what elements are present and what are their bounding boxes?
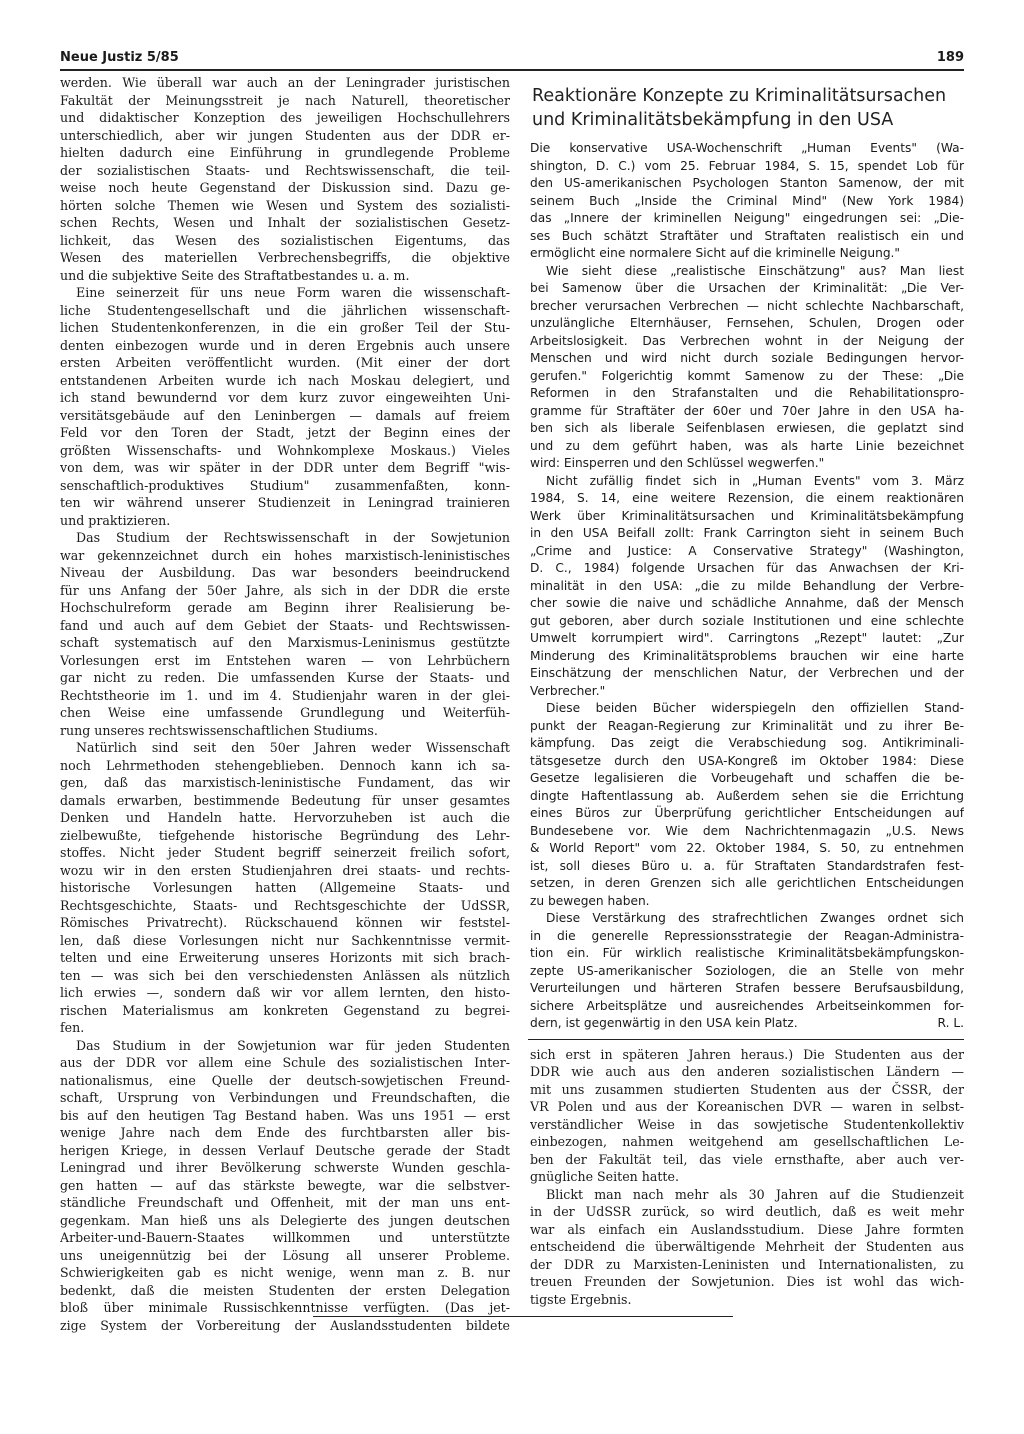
- text-line: unzulängliche Elternhäuser, Fernsehen, Schulen, Drogen oder: [530, 316, 964, 330]
- text-line: bloß über minimale Russischkenntnisse verfügten. (Das jet-: [60, 1300, 510, 1315]
- text-line: & World Report" vom 22. Oktober 1984, S. 50, zu entnehmen: [530, 841, 964, 855]
- text-line: Gesetze legalisieren die Vorbeugehaft und schaffen die be-: [530, 771, 964, 785]
- text-line: brecher verursachen Verbrechen — nicht schlechte Nachbarschaft,: [530, 298, 964, 313]
- text-line: rung unseres rechtswissenschaftlichen Studiums.: [60, 722, 378, 738]
- text-line: len, daß diese Vorlesungen nicht nur Sachkenntnisse vermit-: [60, 932, 510, 948]
- text-line: den US-amerikanischen Psychologen Stanton Samenow, der mit: [530, 176, 964, 190]
- text-line: minalität in den USA: „die zu milde Behandlung der Verbre-: [530, 578, 964, 593]
- right-column: [530, 74, 964, 1308]
- text-line: uns uneigennützig bei der Lösung all unserer Probleme.: [60, 1247, 510, 1263]
- text-line: treuen Freunden der Sowjetunion. Dies ist wohl das wich-: [530, 1274, 964, 1289]
- text-line: ben der Fakultät teil, das viele ernsthafte, aber auch ver-: [530, 1151, 964, 1167]
- text-line: ist, soll dieses Büro u. a. für Straftaten Standardstrafen fest-: [530, 858, 964, 873]
- text-line: zige System der Vorbereitung der Auslandsstudenten bildete: [60, 1317, 510, 1333]
- text-line: ses Buch schätzt Straftäter und Straftaten realistisch ein und: [530, 228, 964, 243]
- text-line: Diese Verstärkung des strafrechtlichen Zwanges ordnet sich: [546, 911, 964, 925]
- text-line: chen Weise eine umfassende Grundlegung und Weiterfüh-: [60, 705, 510, 720]
- text-line: aus der DDR vor allem eine Schule des sozialistischen Inter-: [60, 1055, 510, 1070]
- text-line: gerufen." Folgerichtig kommt Samenow zu der These: „Die: [530, 368, 964, 383]
- text-line: zielbewußte, tiefgehende historische Begründung des Lehr-: [60, 827, 510, 843]
- text-line: Das Studium in der Sowjetunion war für jeden Studenten: [76, 1037, 510, 1053]
- text-line: gnügliche Seiten hatte.: [530, 1169, 679, 1184]
- sidebar-box: [530, 84, 964, 1040]
- text-line: versitätsgebäude auf den Leninbergen — damals auf freiem: [60, 407, 510, 423]
- text-line: rischen Materialismus am konkreten Gegenstand zu begrei-: [60, 1002, 510, 1018]
- text-line: sichere Arbeitsplätze und ausreichendes Arbeitseinkommen for-: [530, 998, 964, 1013]
- text-line: Arbeiter-und-Bauern-Staates willkommen und unterstützte: [60, 1230, 510, 1245]
- text-line: senschaftlich-produktives Studium" zusammenfaßten, konn-: [60, 477, 510, 493]
- text-line: in die generelle Repressionsstrategie der Reagan-Administra-: [530, 928, 964, 943]
- text-line: Blickt man nach mehr als 30 Jahren auf die Studienzeit: [546, 1186, 964, 1202]
- text-line: liche Studentengesellschaft und die jährlichen wissenschaft-: [60, 302, 510, 318]
- text-line: Einschätzung der menschlichen Natur, der Verbrechen und der: [530, 666, 964, 680]
- text-line: werden. Wie überall war auch an der Leningrader juristischen: [60, 75, 510, 90]
- text-line: Umwelt korrumpiert wird". Carringtons „Rezept" lautet: „Zur: [530, 631, 964, 645]
- text-line: Das Studium der Rechtswissenschaft in der Sowjetunion: [76, 530, 510, 545]
- text-line: weise noch heute Gegenstand der Diskussion sind. Dazu ge-: [60, 180, 510, 195]
- text-line: fen.: [60, 1020, 85, 1035]
- text-line: Natürlich sind seit den 50er Jahren weder Wissenschaft: [76, 740, 510, 755]
- text-line: das „Innere der kriminellen Neigung" eingedrungen sei: „Die-: [530, 211, 964, 225]
- text-line: entstandenen Arbeiten wurde ich nach Moskau delegiert, und: [60, 372, 510, 388]
- box-body: [530, 140, 964, 1015]
- text-line: gar nicht zu reden. Die umfassenden Kurse der Staats- und: [60, 670, 510, 685]
- text-line: ten wir während unserer Studienzeit in Leningrad trainieren: [60, 495, 510, 510]
- text-line: seinem Buch „Inside the Criminal Mind" (New York 1984): [530, 193, 964, 208]
- text-line: gen hatten — auf das stärkste bewegte, war die selbstver-: [60, 1177, 510, 1193]
- text-line: noch Lehrmethoden stehengeblieben. Dennoch kann ich sa-: [60, 757, 510, 773]
- text-line: lichkeit, das Wesen des sozialistischen Eigentums, das: [60, 232, 510, 248]
- text-line: DDR wie auch aus den anderen sozialistischen Ländern —: [530, 1064, 964, 1079]
- text-line: unterschiedlich, aber wir jungen Studenten aus der DDR er-: [60, 127, 510, 143]
- text-line: für uns Anfang der 50er Jahre, als sich in der DDR die erste: [60, 582, 510, 598]
- text-line: ersten Arbeiten veröffentlicht wurden. (Mit einer der dort: [60, 355, 510, 370]
- text-line: Verurteilungen und härteren Strafen bessere Berufsausbildung,: [530, 981, 964, 995]
- text-line: bis auf den heutigen Tag Bestand haben. Was uns 1951 — erst: [60, 1107, 510, 1123]
- text-line: Bundesebene vor. Wie dem Nachrichtenmagazin „U.S. News: [530, 823, 964, 838]
- text-line: telten und eine Erweiterung unseres Horizonts mit sich brach-: [60, 950, 510, 965]
- text-line: Hochschulreform gerade am Beginn ihrer Realisierung be-: [60, 600, 510, 615]
- text-line: hielten dadurch eine Einführung in grundlegende Probleme: [60, 145, 510, 160]
- text-line: zu bewegen haben.: [530, 893, 650, 908]
- box-last-line: dern, ist gegenwärtig in den USA kein Platz.: [530, 1016, 798, 1030]
- left-column: [60, 74, 510, 1334]
- text-line: in den USA Beifall zollt: Frank Carrington sieht in seinem Buch: [530, 526, 964, 540]
- box-title: [532, 84, 964, 132]
- text-line: schaft systematisch auf den Marxismus-Leninismus gestützte: [60, 635, 510, 650]
- text-line: historische Vorlesungen hatten (Allgemeine Staats- und: [60, 880, 510, 895]
- text-line: Rechtsgeschichte, Staats- und Rechtsgeschichte der UdSSR,: [60, 897, 510, 913]
- text-line: dingte Haftentlassung ab. Außerdem sehen sie die Errichtung: [530, 788, 964, 803]
- text-line: gen, daß das marxistisch-leninistische Fundament, das wir: [60, 775, 510, 790]
- text-line: Werk über Kriminalitätsursachen und Kriminalitätsbekämpfung: [530, 508, 964, 523]
- text-line: einbezogen, nahmen weitgehend am gesellschaftlichen Le-: [530, 1134, 964, 1149]
- text-line: sich erst in späteren Jahren heraus.) Die Studenten aus der: [530, 1046, 964, 1062]
- text-line: Wie sieht diese „realistische Einschätzung" aus? Man liest: [546, 263, 964, 278]
- text-line: Minderung des Kriminalitätsproblems brauchen wir eine harte: [530, 648, 964, 663]
- text-line: Reformen in den Strafanstalten und die Rehabilitationspro-: [530, 386, 964, 400]
- text-line: Leningrad und ihrer Bevölkerung schwerste Wunden geschla-: [60, 1160, 510, 1175]
- text-line: herigen Kriege, in dessen Verlauf Deutsche gerade der Stadt: [60, 1142, 510, 1158]
- text-line: von dem, was wir später in der DDR unter dem Begriff "wis-: [60, 460, 510, 475]
- box-divider: [528, 1039, 964, 1040]
- text-line: der sozialistischen Staats- und Rechtswissenschaft, die teil-: [60, 162, 510, 178]
- text-line: zepte US-amerikanischer Soziologen, die an Stelle von mehr: [530, 963, 964, 978]
- text-line: Diese beiden Bücher widerspiegeln den offiziellen Stand-: [546, 701, 964, 715]
- text-line: „Crime and Justice: A Conservative Strategy" (Washington,: [530, 543, 964, 558]
- text-line: tion ein. Für wirklich realistische Kriminalitätsbekämpfungskon-: [530, 946, 964, 960]
- text-line: Eine seinerzeit für uns neue Form waren die wissenschaft-: [76, 285, 510, 300]
- text-line: VR Polen und aus der Koreanischen DVR — waren in selbst-: [530, 1099, 964, 1114]
- text-line: größten Wissenschafts- und Wohnkomplexe Moskaus.) Vieles: [60, 442, 510, 458]
- text-line: bedenkt, daß die meisten Studenten der ersten Delegation: [60, 1282, 510, 1298]
- text-line: und die subjektive Seite des Straftatbestandes u. a. m.: [60, 267, 410, 283]
- text-line: hörten solche Themen wie Wesen und System des sozialisti-: [60, 197, 510, 213]
- text-line: Menschen und wird nicht durch soziale Bedingungen hervor-: [530, 351, 964, 365]
- text-line: Nicht zufällig findet sich in „Human Events" vom 3. März: [546, 473, 964, 488]
- text-line: Die konservative USA-Wochenschrift „Human Events" (Wa-: [530, 141, 964, 155]
- text-line: Rechtstheorie im 1. und im 4. Studienjahr waren in der glei-: [60, 687, 510, 703]
- footer-rule: [313, 1316, 733, 1317]
- text-line: der DDR zu Marxisten-Leninisten und Internationalisten, zu: [530, 1256, 964, 1272]
- text-line: fand und auch auf dem Gebiet der Staats- und Rechtswissen-: [60, 617, 510, 633]
- text-line: mit uns zusammen studierten Studenten aus der ČSSR, der: [530, 1081, 964, 1097]
- text-line: Niveau der Ausbildung. Das war besonders beeindruckend: [60, 565, 510, 580]
- text-line: schen Rechts, Wesen und Inhalt der sozialistischen Gesetz-: [60, 215, 510, 230]
- box-signature: R. L.: [937, 1016, 964, 1030]
- text-line: eines Büros zur Überprüfung gerichtlicher Entscheidungen auf: [530, 806, 964, 820]
- box-end-row: [530, 1015, 964, 1033]
- text-line: tigste Ergebnis.: [530, 1291, 632, 1307]
- box-title-line: Reaktionäre Konzepte zu Kriminalitätsursachen: [532, 86, 947, 106]
- text-line: 1984, S. 14, eine weitere Rezension, die einem reaktionären: [530, 491, 964, 505]
- text-line: bei Samenow über die Ursachen der Kriminalität: „Die Ver-: [530, 281, 964, 295]
- text-line: gramme für Straftäter der 60er und 70er Jahre in den USA ha-: [530, 403, 964, 418]
- text-line: Vorlesungen erst im Entstehen waren — von Lehrbüchern: [60, 652, 510, 668]
- text-line: schaft, Ursprung von Verbindungen und Freundschaften, die: [60, 1090, 510, 1105]
- text-line: punkt der Reagan-Regierung zur Kriminalität und zu ihrer Be-: [530, 718, 964, 733]
- text-line: kämpfung. Das zeigt die Verabschiedung sog. Antikriminali-: [530, 736, 964, 750]
- text-line: wird: Einsperren und den Schlüssel wegwerfen.": [530, 456, 825, 470]
- text-line: Wesen des materiellen Verbrechensbegriffs, die objektive: [60, 250, 510, 265]
- text-line: entscheidend die überwältigende Mehrheit der Studenten aus: [530, 1239, 964, 1254]
- text-line: wenige Jahre nach dem Ende des furchtbarsten aller bis-: [60, 1125, 510, 1140]
- text-line: und praktizieren.: [60, 512, 171, 528]
- text-line: ich stand bewundernd vor dem kurz zuvor eingeweihten Uni-: [60, 390, 510, 405]
- text-line: ten — was sich bei den verschiedensten Anlässen als nützlich: [60, 967, 510, 983]
- text-line: lich erwies —, sondern daß wir vor allem lernten, den histo-: [60, 985, 510, 1000]
- text-line: war gekennzeichnet durch ein hohes marxistisch-leninistisches: [60, 547, 510, 563]
- text-line: wozu wir in den ersten Studienjahren drei staats- und rechts-: [60, 862, 510, 878]
- box-title-line: und Kriminalitätsbekämpfung in den USA: [532, 110, 894, 130]
- text-line: Römisches Privatrecht). Rückschauend können wir feststel-: [60, 915, 510, 930]
- text-line: tätsgesetze durch den USA-Kongreß im Oktober 1984: Diese: [530, 753, 964, 768]
- right-column-text: [530, 1046, 964, 1309]
- text-line: cher sowie die naive und schädliche Annahme, daß der Mensch: [530, 596, 964, 610]
- text-line: nationalismus, eine Quelle der deutsch-sowjetischen Freund-: [60, 1072, 510, 1088]
- text-line: denten einbezogen wurde und in deren Ergebnis auch unsere: [60, 337, 510, 353]
- page-number: 189: [936, 50, 964, 65]
- text-line: verständlicher Weise in das sowjetische Studentenkollektiv: [530, 1116, 964, 1132]
- text-line: setzen, in deren Grenzen sich alle gerichtlichen Entscheidungen: [530, 876, 964, 890]
- text-line: Feld vor den Toren der Stadt, jetzt der Beginn eines der: [60, 425, 510, 440]
- text-line: Schwierigkeiten gab es nicht wenige, wenn man z. B. nur: [60, 1265, 510, 1280]
- page-header: [60, 45, 964, 71]
- text-line: shington, D. C.) vom 25. Februar 1984, S. 15, spendet Lob für: [530, 158, 964, 173]
- text-line: Arbeitslosigkeit. Das Verbrechen wohnt in der Neigung der: [530, 333, 964, 348]
- text-line: und didaktischer Konzeption des jeweiligen Hochschullehrers: [60, 110, 510, 125]
- text-line: und zu dem geführt haben, was als harte Linie bezeichnet: [530, 438, 964, 453]
- text-line: Verbrecher.": [530, 683, 606, 698]
- text-line: war als einfach ein Auslandsstudium. Diese Jahre formten: [530, 1221, 964, 1237]
- text-line: ermöglicht eine normalere Sicht auf die kriminelle Neigung.": [530, 246, 901, 260]
- text-line: ständliche Freundschaft und Offenheit, mit der man uns ent-: [60, 1195, 510, 1210]
- text-line: stoffes. Nicht jeder Student begriff seinerzeit freilich sofort,: [60, 845, 510, 860]
- text-line: ben sich als liberale Seifenblasen erwiesen, die geplatzt sind: [530, 421, 964, 435]
- text-line: Denken und Handeln hatte. Hervorzuheben ist auch die: [60, 810, 510, 825]
- text-line: gut geboren, aber durch soziale Institutionen und eine schlechte: [530, 613, 964, 628]
- text-line: in der UdSSR zurück, so wird deutlich, daß es weit mehr: [530, 1204, 964, 1219]
- text-line: lichen Studentenkonferenzen, in die ein großer Teil der Stu-: [60, 320, 510, 335]
- text-line: Fakultät der Meinungsstreit je nach Naturell, theoretischer: [60, 92, 510, 108]
- text-line: gegenkam. Man hieß uns als Delegierte des jungen deutschen: [60, 1212, 510, 1228]
- journal-title: Neue Justiz 5/85: [60, 50, 179, 65]
- text-line: damals erwarben, bestimmende Bedeutung für unser gesamtes: [60, 792, 510, 808]
- text-line: D. C., 1984) folgende Ursachen für das Anwachsen der Kri-: [530, 561, 964, 575]
